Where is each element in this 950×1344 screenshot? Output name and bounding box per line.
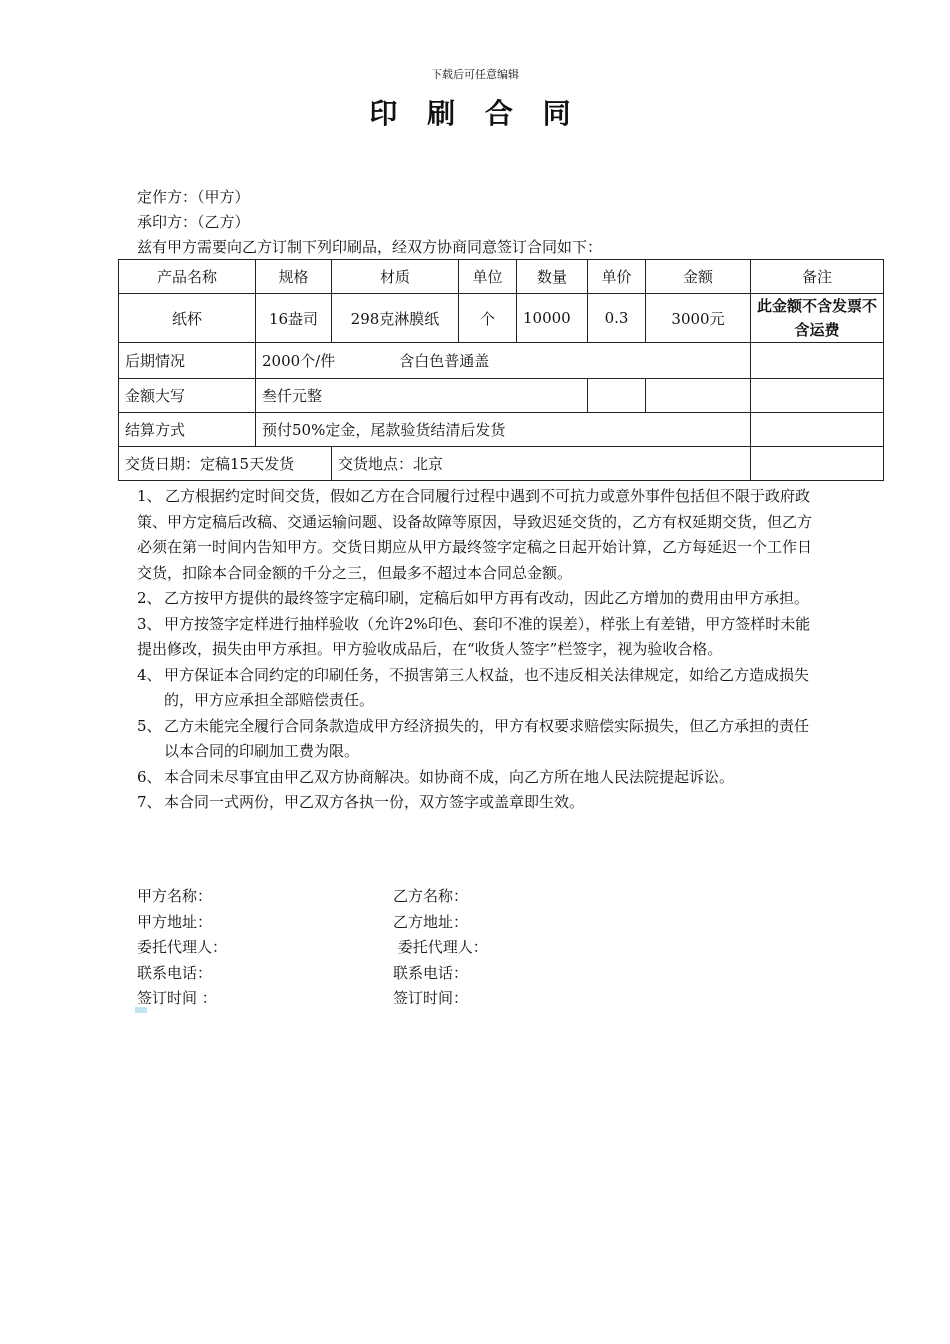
party-b-name: 乙方名称： (393, 887, 469, 905)
signature-block (137, 884, 637, 1012)
table-row (119, 294, 884, 343)
clause-text: 乙方未能完全履行合同条款造成甲方经济损失的，甲方有权要求赔偿实际损失，但乙方承担的责任以本合同的印刷加工费为限。 (164, 716, 810, 760)
item-quantity: 10000 (517, 294, 588, 343)
clause-number: 4、 (137, 665, 162, 684)
clause-5 (137, 714, 817, 765)
header-cell: 数量 (517, 260, 588, 294)
clause-number: 6、 (137, 767, 162, 786)
clause-text: 甲方保证本合同约定的印刷任务，不损害第三人权益，也不违反相关法律规定，如给乙方造成损失的，甲方应承担全部赔偿责任。 (164, 665, 810, 709)
party-a-address: 甲方地址： (137, 912, 213, 931)
party-a-name: 甲方名称： (137, 887, 213, 905)
clause-number: 5、 (137, 716, 162, 735)
table-row (119, 413, 884, 447)
header-note: 下载后可任意编辑 (431, 68, 519, 81)
empty-cell (751, 379, 884, 413)
party-a-agent: 委托代理人： (137, 938, 228, 956)
empty-cell (646, 379, 751, 413)
clause-text: 乙方按甲方提供的最终签字定稿印刷，定稿后如甲方再有改动，因此乙方增加的费用由甲方承担。 (164, 589, 810, 607)
item-spec: 16盎司 (256, 294, 332, 343)
table-row (119, 379, 884, 413)
header-cell: 备注 (751, 260, 884, 294)
order-table (118, 259, 884, 481)
header-cell: 金额 (646, 260, 751, 294)
settle-value: 预付50%定金，尾款验货结清后发货 (256, 413, 751, 447)
party-a-phone: 联系电话： (137, 963, 213, 982)
item-name: 纸杯 (119, 294, 256, 343)
post-label: 后期情况 (119, 343, 256, 379)
party-a-date: 签订时间 ： (137, 989, 217, 1007)
party-b-line: 承印方：（乙方） (137, 213, 250, 231)
clause-number: 7、 (137, 793, 162, 811)
amount-words-value: 叁仟元整 (256, 379, 588, 413)
clause-number: 3、 (137, 614, 162, 633)
post-value-pack: 2000个/件 (262, 352, 336, 370)
empty-cell (751, 447, 884, 481)
clause-2 (137, 586, 817, 612)
header-cell: 规格 (256, 260, 332, 294)
header-cell: 产品名称 (119, 260, 256, 294)
header-cell: 材质 (332, 260, 459, 294)
post-value (256, 343, 751, 379)
document-title: 印 刷 合 同 (369, 97, 581, 130)
clause-text: 本合同一式两份，甲乙双方各执一份，双方签字或盖章即生效。 (164, 793, 585, 811)
clause-3 (137, 612, 817, 663)
header-cell: 单位 (459, 260, 517, 294)
delivery-place: 交货地点：北京 (332, 447, 751, 481)
clauses (137, 484, 817, 816)
party-b-phone: 联系电话： (393, 963, 469, 982)
item-remark: 此金额不含发票不含运费 (751, 294, 884, 343)
party-b-date: 签订时间： (393, 989, 469, 1007)
amount-words-label: 金额大写 (119, 379, 256, 413)
item-material: 298克淋膜纸 (332, 294, 459, 343)
settle-label: 结算方式 (119, 413, 256, 447)
text-cursor (135, 1007, 147, 1013)
party-b-address: 乙方地址： (393, 912, 469, 931)
empty-cell (751, 413, 884, 447)
table-header-row (119, 260, 884, 294)
clause-text: 本合同未尽事宜由甲乙双方协商解决。如协商不成，向乙方所在地人民法院提起诉讼。 (164, 767, 735, 786)
delivery-date: 交货日期：定稿15天发货 (119, 447, 332, 481)
empty-cell (588, 379, 646, 413)
clause-6 (137, 765, 817, 791)
empty-cell (751, 343, 884, 379)
header-cell: 单价 (588, 260, 646, 294)
party-a-line: 定作方：（甲方） (137, 188, 250, 206)
clause-7 (137, 790, 817, 816)
post-value-lid: 含白色普通盖 (399, 352, 490, 370)
table-row (119, 343, 884, 379)
clause-number: 2、 (137, 589, 162, 607)
clause-number: 1、 (137, 487, 162, 505)
clause-4 (137, 663, 817, 714)
party-b-agent: 委托代理人： (393, 938, 488, 956)
item-unit-price: 0.3 (588, 294, 646, 343)
item-unit: 个 (459, 294, 517, 343)
clause-1 (137, 484, 817, 586)
clause-text: 乙方根据约定时间交货，假如乙方在合同履行过程中遇到不可抗力或意外事件包括但不限于政府政策、甲方定稿后改稿、交通运输问题、设备故障等原因，导致迟延交货的，乙方有权延期交货，但乙方必须在第一时间内告知甲方。交货日期应从甲方最终签字定稿之日起开始计算，乙方每延迟一个工作日交货，扣除本合同金额的千分之三，但最多不超过本合同总金额。 (137, 487, 813, 582)
clause-text: 甲方按签字定样进行抽样验收（允许2%印色、套印不准的误差），样张上有差错，甲方签样时未能提出修改，损失由甲方承担。甲方验收成品后，在“收货人签字”栏签字，视为验收合格。 (137, 614, 811, 658)
item-amount: 3000元 (646, 294, 751, 343)
table-row (119, 447, 884, 481)
preamble: 兹有甲方需要向乙方订制下列印刷品，经双方协商同意签订合同如下： (137, 238, 603, 256)
